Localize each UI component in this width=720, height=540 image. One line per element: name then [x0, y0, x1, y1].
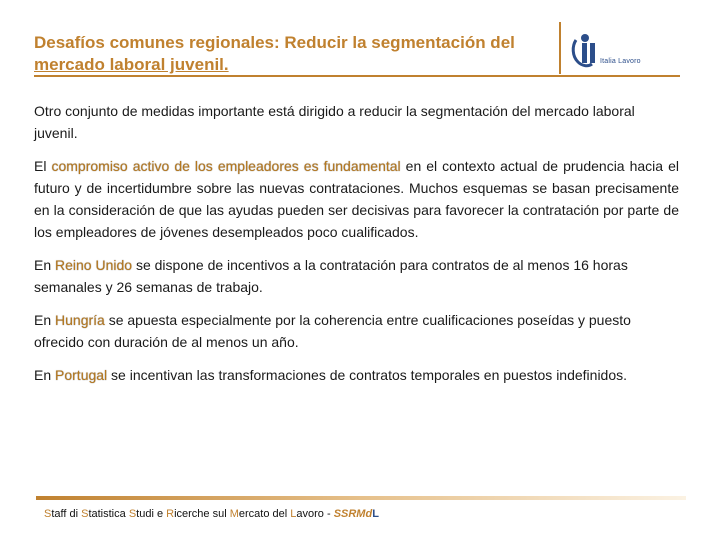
paragraph-text: se incentivan las transformaciones de contratos temporales en puestos indefinidos.: [107, 367, 628, 383]
slide-title: [34, 32, 534, 76]
footer-credit: [44, 508, 379, 520]
footer-initial: L: [290, 508, 297, 520]
slide-body: [34, 100, 679, 386]
header-divider: [559, 22, 561, 74]
footer-bar: [36, 496, 686, 500]
footer-text: taff di: [51, 508, 82, 520]
footer-text: avoro -: [296, 508, 334, 520]
paragraph-intro: Otro conjunto de medidas importante está dirigido a reducir la segmentación del mercado laboral juvenil.: [34, 103, 635, 141]
footer-initial: R: [166, 508, 175, 520]
header-rule: [34, 75, 680, 77]
footer-initial: S: [44, 508, 52, 520]
highlight-uk: Reino Unido: [55, 257, 133, 273]
highlight-portugal: Portugal: [55, 367, 108, 383]
footer-text: icerche sul: [174, 508, 230, 520]
footer-text: tudi e: [136, 508, 167, 520]
paragraph-portugal: [34, 364, 679, 386]
title-line-2: mercado laboral juvenil.: [34, 55, 229, 74]
paragraph-uk: [34, 254, 679, 298]
footer-initial: S: [81, 508, 89, 520]
footer-brand: SSRMd: [333, 508, 373, 520]
italia-lavoro-logo: [566, 26, 686, 72]
paragraph-text: se apuesta especialmente por la coherencia entre cualificaciones poseídas y puesto ofrecido con duración de al menos un año.: [34, 312, 631, 350]
paragraph-text: En: [34, 257, 56, 273]
paragraph-text: En: [34, 312, 56, 328]
title-line-1: Desafíos comunes regionales: Reducir la segmentación del: [34, 33, 515, 52]
paragraph-text: En: [34, 367, 56, 383]
footer-text: tatistica: [88, 508, 129, 520]
footer-initial: S: [128, 508, 137, 520]
footer-text: ercato del: [238, 508, 291, 520]
footer-brand-tail: L: [372, 508, 379, 520]
highlight-employers: compromiso activo de los empleadores es fundamental: [51, 158, 401, 174]
paragraph-text: en el contexto actual de prudencia hacia el futuro y de incertidumbre sobre las nuevas contrataciones. Muchos esquemas se basan precisamente en la consideración de que las ayudas pueden ser decisivas para favorecer la contratación por parte de los empleadores de jóvenes desempleados poco cualificados.: [34, 158, 679, 240]
paragraph-hungary: [34, 309, 679, 353]
paragraph-employers: [34, 155, 679, 243]
footer-initial: M: [229, 508, 239, 520]
logo-wordmark: Italia Lavoro: [600, 58, 641, 65]
paragraph-text: se dispone de incentivos a la contratación para contratos de al menos 16 horas semanales y 26 semanas de trabajo.: [34, 257, 628, 295]
highlight-hungary: Hungría: [55, 312, 105, 328]
paragraph-text: El: [34, 158, 52, 174]
